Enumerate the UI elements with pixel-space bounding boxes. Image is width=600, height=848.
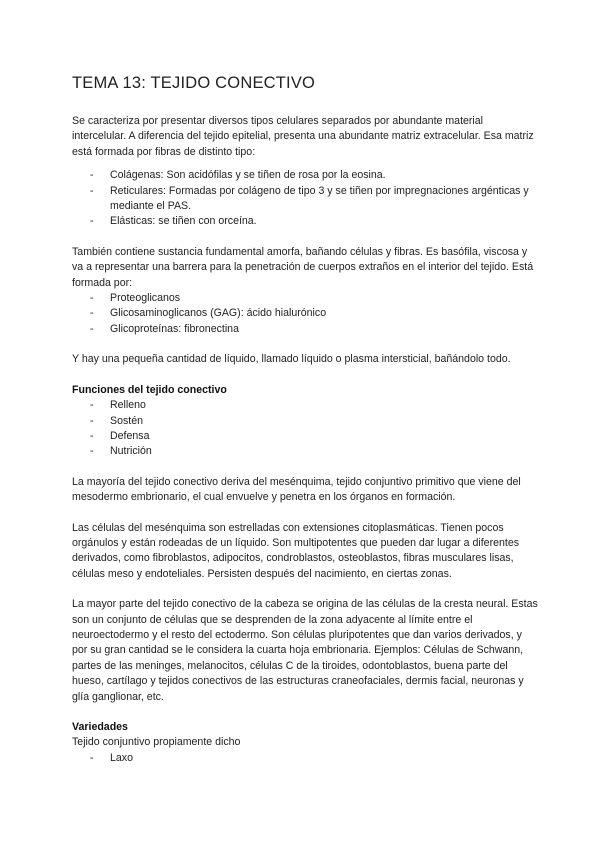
mesenquima-paragraph: La mayoría del tejido conectivo deriva del mesénquima, tejido conjuntivo primitivo que viene del mesodermo embrionario, el cual envuelve y penetra en los órganos en formación.: [72, 475, 521, 504]
list-item: - Glicosaminoglicanos (GAG): ácido hialurónico: [90, 307, 327, 320]
list-item: - Glicoproteínas: fibronectina: [90, 322, 239, 335]
list-item: - Defensa: [90, 429, 150, 442]
fibras-list: [72, 168, 540, 230]
variedades-subheading: Tejido conjuntivo propiamente dicho: [72, 736, 241, 749]
list-item: - Elásticas: se tiñen con orceína.: [90, 215, 257, 228]
celulas-paragraph: Las células del mesénquima son estrelladas con extensiones citoplasmáticas. Tienen pocos orgánulos y están rodeadas de un líquido. Son multipotentes que pueden dar lugar a diferentes derivados, como fibroblastos, adipocitos, condroblastos, osteoblastos, fibras musculares lisas, células meso y endoteliales. Persisten después del nacimiento, en ciertas zonas.: [72, 521, 520, 580]
funciones-heading: Funciones del tejido conectivo: [72, 383, 227, 396]
variedades-list: [72, 751, 540, 766]
list-item: - Relleno: [90, 399, 146, 412]
intro-paragraph: Se caracteriza por presentar diversos tipos celulares separados por abundante material intercelular. A diferencia del tejido epitelial, presenta una abundante matriz extracelular. Esa matriz está formada por fibras de distinto tipo:: [72, 115, 534, 158]
liquido-paragraph: Y hay una pequeña cantidad de líquido, llamado líquido o plasma intersticial, bañándolo todo.: [72, 353, 511, 366]
funciones-list: [72, 398, 540, 460]
list-item: - Reticulares: Formadas por colágeno de tipo 3 y se tiñen por impregnaciones argénticas y mediante el PAS.: [90, 184, 529, 213]
list-item: - Laxo: [90, 751, 133, 764]
list-item: - Sostén: [90, 414, 143, 427]
cresta-paragraph: La mayor parte del tejido conectivo de la cabeza se origina de las células de la cresta neural. Estas son un conjunto de células que se desprenden de la zona adyacente al límite entre el neuroectodermo y el resto del ectodermo. Son células pluripotentes que dan varios derivados, y por su gran cantidad se le considera la cuarta hoja embrionaria. Ejemplos: Células de Schwann, partes de las meninges, melanocitos, células C de la tiroides, odontoblastos, buena parte del hueso, cartílago y tejidos conectivos de las estructuras craneofaciales, dermis facial, neuronas y glía ganglionar, etc.: [72, 598, 538, 703]
sustancia-paragraph: También contiene sustancia fundamental amorfa, bañando células y fibras. Es basófila, viscosa y va a representar una barrera para la penetración de cuerpos extraños en el interior del tejido. Está formada por:: [72, 245, 534, 289]
list-item: - Colágenas: Son acidófilas y se tiñen de rosa por la eosina.: [90, 169, 386, 182]
list-item: - Proteoglicanos: [90, 292, 181, 305]
componentes-list: [72, 291, 540, 337]
list-item: - Nutrición: [90, 445, 152, 458]
page-title: TEMA 13: TEJIDO CONECTIVO: [72, 74, 316, 92]
variedades-heading: Variedades: [72, 721, 128, 733]
